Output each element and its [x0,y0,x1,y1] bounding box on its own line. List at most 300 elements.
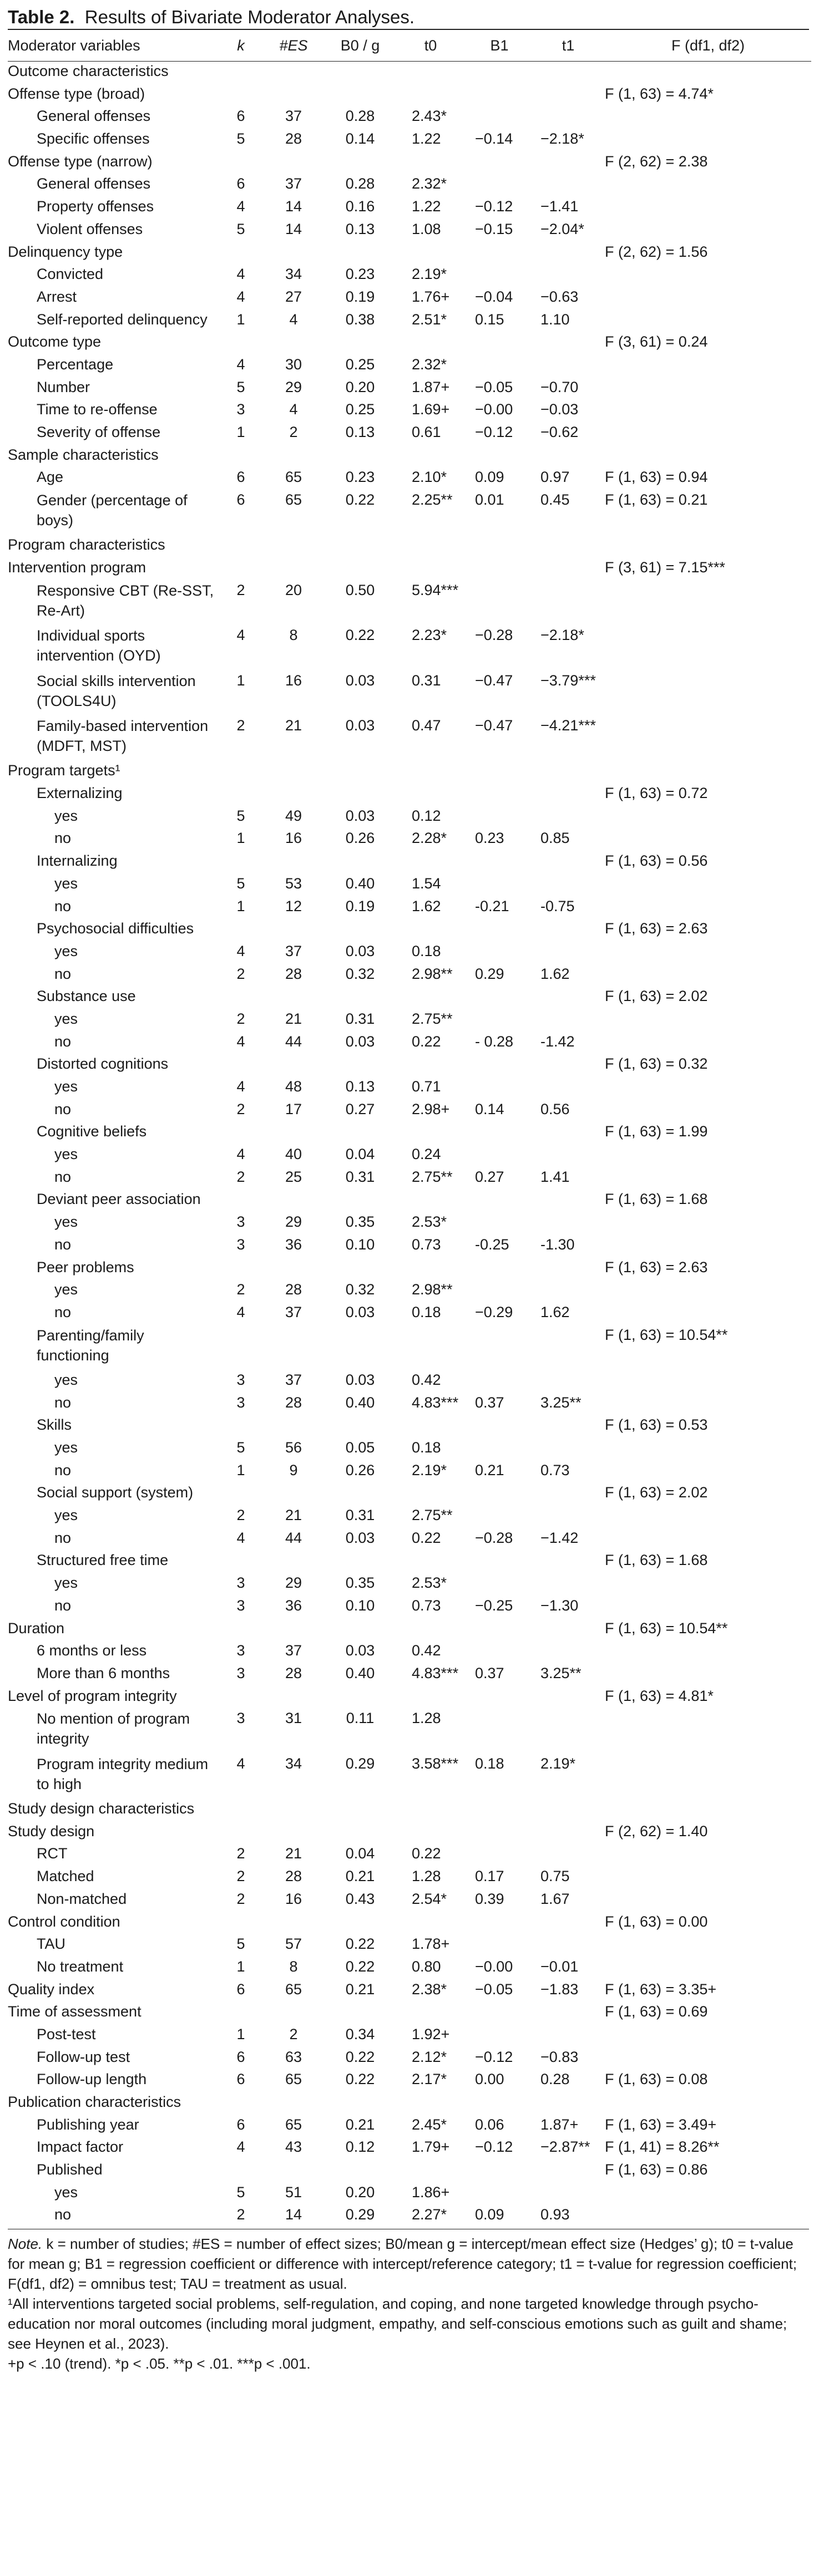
cell-t0 [396,535,465,558]
cell-k [219,1415,263,1438]
cell-f-test [603,2183,811,2206]
table-notes [8,2229,809,2374]
cell-t1: −1.42 [540,1529,579,1546]
cell-es: 21 [285,1010,302,1027]
cell-es: 49 [285,807,302,824]
cell-es [263,535,324,558]
cell-f-test: F (1, 63) = 0.53 [605,1416,708,1434]
cell-es: 14 [285,198,302,215]
cell-t1: -1.30 [540,1236,575,1253]
cell-t1 [534,265,603,287]
cell-moderator: no [54,897,72,914]
table-row [8,1483,811,1506]
cell-t1 [534,1280,603,1303]
cell-es: 28 [285,130,302,148]
cell-t1 [534,1506,603,1528]
cell-t0 [396,1822,465,1845]
table-row [8,626,811,670]
cell-b1 [465,919,534,942]
cell-b1 [465,2092,534,2115]
cell-f-test [603,1867,811,1889]
cell-f-test [603,942,811,964]
cell-t1: 3.25** [540,1664,582,1681]
cell-t1: 0.73 [540,1461,570,1478]
cell-b0: 0.35 [345,1574,375,1592]
cell-t1 [534,174,603,197]
cell-k: 2 [236,965,245,982]
cell-es [263,1912,324,1935]
cell-t0 [396,1190,465,1212]
cell-t0 [396,152,465,175]
header-k: k [219,30,263,62]
cell-b0: 0.29 [345,1755,375,1772]
cell-b1: −0.14 [475,130,513,148]
cell-moderator: Matched [37,1868,94,1885]
cell-f-test [603,535,811,558]
table-row [8,310,811,333]
cell-t1: 1.62 [540,1303,570,1320]
cell-f-test [603,1709,811,1754]
cell-t0: 0.71 [412,1078,441,1095]
cell-f-test [603,1664,811,1686]
cell-t1 [534,242,603,265]
cell-f-test [603,1528,811,1551]
cell-f-test: F (1, 63) = 2.63 [605,1258,708,1276]
cell-k [219,1483,263,1506]
cell-moderator: Outcome type [8,333,102,350]
cell-b1: −0.47 [475,717,513,734]
cell-t0: 4.83*** [412,1664,459,1681]
table-row [8,1934,811,1957]
table-row [8,1054,811,1077]
cell-b0: 0.31 [345,1168,375,1185]
header-f-test: F (df1, df2) [603,30,811,62]
cell-es: 2 [289,2025,298,2042]
cell-f-test [603,423,811,445]
cell-es [263,242,324,265]
cell-moderator: no [54,1100,72,1117]
cell-b0 [324,1122,396,1145]
cell-t1 [534,1145,603,1167]
cell-t0: 2.75** [412,1507,453,1524]
cell-b0: 0.03 [345,942,375,959]
cell-f-test [603,106,811,129]
cell-b0: 0.13 [345,424,375,440]
cell-k: 2 [236,1010,245,1027]
cell-b1: 0.23 [475,830,504,847]
cell-k [219,558,263,581]
table-row [8,1844,811,1867]
table-row [8,220,811,242]
cell-k: 1 [236,311,245,328]
cell-b0: 0.03 [345,1303,375,1320]
cell-b1 [465,1912,534,1935]
cell-b0: 0.14 [345,130,375,148]
cell-f-test [603,1370,811,1393]
cell-k: 4 [236,627,245,644]
table-row [8,2070,811,2092]
table-row [8,1980,811,2003]
cell-b1 [465,1145,534,1167]
cell-k: 5 [236,378,245,395]
table-row [8,265,811,287]
cell-moderator: Convicted [37,266,104,283]
cell-k: 5 [236,1439,245,1456]
cell-moderator: Time to re-offense [37,401,158,418]
cell-f-test [603,287,811,310]
cell-moderator: Follow-up length [37,2071,147,2088]
cell-moderator: no [54,965,72,982]
cell-t1: 0.56 [540,1100,570,1117]
cell-b0: 0.26 [345,830,375,847]
cell-f-test: F (1, 63) = 3.35+ [605,1980,717,1998]
cell-f-test: F (3, 61) = 7.15*** [605,559,725,576]
cell-b1 [465,1686,534,1709]
cell-f-test [603,2047,811,2070]
cell-b1 [465,987,534,1009]
table-row [8,152,811,175]
cell-moderator: no [54,1529,72,1546]
table-row [8,1145,811,1167]
cell-t0 [396,332,465,355]
cell-b1: −0.25 [475,1597,513,1614]
cell-k: 1 [236,1461,245,1478]
cell-moderator: Follow-up test [37,2048,130,2065]
cell-b0 [324,84,396,107]
table-row [8,1190,811,1212]
cell-k: 1 [236,672,245,689]
cell-t1 [534,942,603,964]
cell-t1 [534,106,603,129]
cell-k [219,919,263,942]
cell-es: 21 [285,717,302,734]
cell-b0: 0.16 [345,198,375,215]
cell-t0 [396,1325,465,1370]
table-row [8,2092,811,2115]
cell-moderator: Cognitive beliefs [37,1123,147,1140]
cell-k: 4 [236,1033,245,1050]
cell-moderator: Percentage [37,355,114,373]
cell-f-test: F (1, 63) = 0.00 [605,1913,708,1930]
cell-b1: −0.12 [475,2138,513,2156]
cell-b0: 0.22 [345,627,375,644]
cell-b1 [465,152,534,175]
cell-k [219,1551,263,1573]
cell-b1: −0.00 [475,401,513,418]
cell-es: 37 [285,108,302,125]
cell-t1 [534,1077,603,1100]
cell-b0: 0.22 [345,2071,375,2088]
cell-b1 [465,1122,534,1145]
cell-b1 [465,1077,534,1100]
cell-t0: 1.79+ [412,2138,450,2156]
cell-moderator: no [54,830,72,847]
cell-f-test: F (1, 63) = 0.32 [605,1055,708,1073]
table-row [8,919,811,942]
table-row [8,1641,811,1664]
cell-b0: 0.03 [345,807,375,824]
cell-moderator: yes [54,942,78,959]
table-row [8,355,811,378]
cell-t1 [534,1573,603,1596]
cell-f-test: F (2, 62) = 1.56 [605,243,708,260]
cell-t1 [534,761,603,784]
table-row [8,423,811,445]
cell-b1 [465,1619,534,1642]
cell-b1 [465,62,534,84]
cell-moderator: Impact factor [37,2138,124,2156]
cell-k: 3 [236,1394,245,1411]
cell-t1 [534,84,603,107]
cell-k [219,1912,263,1935]
cell-t0: 2.10* [412,469,447,486]
cell-t1: 1.62 [540,965,570,982]
cell-es [263,1551,324,1573]
cell-t1 [534,62,603,84]
cell-es: 37 [285,1642,302,1659]
table-row [8,1325,811,1370]
table-caption-title: Results of Bivariate Moderator Analyses. [84,7,415,27]
table-row [8,2002,811,2025]
table-row [8,2137,811,2160]
cell-moderator: Internalizing [37,852,118,870]
cell-b0 [324,1912,396,1935]
cell-es: 14 [285,2206,302,2223]
cell-b1: 0.27 [475,1168,504,1185]
cell-es: 36 [285,1236,302,1253]
cell-t0 [396,851,465,874]
cell-f-test: F (1, 63) = 0.72 [605,785,708,802]
cell-t0 [396,1912,465,1935]
cell-k: 1 [236,2025,245,2042]
cell-b1: −0.29 [475,1303,513,1320]
table-row [8,1077,811,1100]
cell-b0: 0.31 [345,1507,375,1524]
cell-b0: 0.03 [345,1371,375,1388]
cell-b0 [324,558,396,581]
cell-k [219,761,263,784]
cell-t0: 2.19* [412,266,447,283]
cell-b0 [324,332,396,355]
cell-t0: 1.62 [412,897,441,914]
cell-es: 34 [285,266,302,283]
cell-t0 [396,784,465,806]
cell-f-test: F (1, 63) = 0.69 [605,2003,708,2020]
cell-b1 [465,84,534,107]
cell-k: 4 [236,2138,245,2156]
table-row [8,490,811,535]
cell-b1 [465,1483,534,1506]
cell-t1 [534,2183,603,2206]
cell-moderator: Family-based intervention (MDFT, MST) [37,718,209,754]
cell-k: 1 [236,897,245,914]
table-caption-label: Table 2. [8,7,75,27]
cell-b0: 0.32 [345,1281,375,1298]
cell-k: 1 [236,830,245,847]
cell-k: 3 [236,1597,245,1614]
cell-moderator: No treatment [37,1958,124,1975]
cell-moderator: Post-test [37,2025,96,2042]
cell-f-test [603,265,811,287]
cell-moderator: General offenses [37,108,151,125]
cell-es: 40 [285,1146,302,1163]
cell-f-test: F (1, 63) = 3.49+ [605,2116,717,2133]
table-row [8,671,811,716]
cell-t0: 2.75** [412,1010,453,1027]
cell-moderator: Severity of offense [37,424,161,440]
cell-b0: 0.29 [345,2206,375,2223]
cell-es [263,1054,324,1077]
cell-b0: 0.12 [345,2138,375,2156]
cell-b0: 0.25 [345,355,375,373]
cell-t1: −0.01 [540,1958,579,1975]
cell-t0: 2.38* [412,1980,447,1998]
cell-moderator: Published [37,2161,103,2178]
cell-b1: 0.01 [475,491,504,509]
cell-es: 30 [285,355,302,373]
cell-es: 14 [285,220,302,237]
cell-moderator: no [54,1168,72,1185]
cell-t0: 2.23* [412,627,447,644]
cell-t1: −1.41 [540,198,579,215]
cell-t1 [534,1009,603,1032]
cell-f-test [603,1303,811,1325]
cell-es [263,1122,324,1145]
cell-b0 [324,242,396,265]
cell-t1 [534,1054,603,1077]
table-row [8,874,811,897]
cell-moderator: Externalizing [37,785,123,802]
cell-k [219,1054,263,1077]
table-row [8,1596,811,1619]
cell-b1: −0.12 [475,2048,513,2065]
cell-f-test [603,2092,811,2115]
cell-b0 [324,1483,396,1506]
cell-t1 [534,1122,603,1145]
table-row [8,2025,811,2047]
cell-f-test [603,1393,811,1416]
cell-t0: 0.22 [412,1033,441,1050]
cell-k: 3 [236,1710,245,1727]
cell-f-test: F (2, 62) = 1.40 [605,1822,708,1840]
cell-b1: 0.00 [475,2071,504,2088]
cell-b1 [465,2183,534,2206]
cell-b0: 0.22 [345,1935,375,1953]
cell-k [219,1258,263,1281]
table-row [8,287,811,310]
cell-b1: 0.17 [475,1868,504,1885]
cell-t1: 3.25** [540,1394,582,1411]
cell-t1: −2.18* [540,627,584,644]
table-row [8,1664,811,1686]
cell-b0: 0.19 [345,897,375,914]
cell-t0: 0.73 [412,1597,441,1614]
cell-t0: 0.47 [412,717,441,734]
cell-t0: 0.24 [412,1146,441,1163]
cell-t1 [534,1934,603,1957]
table-row [8,1258,811,1281]
cell-t0: 2.98+ [412,1100,450,1117]
cell-t0: 1.54 [412,875,441,892]
cell-es: 65 [285,1980,302,1998]
cell-es [263,84,324,107]
cell-moderator: Age [37,469,64,486]
cell-moderator: Level of program integrity [8,1687,177,1704]
cell-f-test: F (1, 63) = 0.56 [605,852,708,870]
cell-f-test [603,829,811,851]
cell-k: 4 [236,288,245,305]
cell-k: 4 [236,266,245,283]
cell-t1 [534,1912,603,1935]
table-row [8,581,811,626]
cell-b0: 0.40 [345,875,375,892]
cell-b1 [465,784,534,806]
cell-t1: −0.03 [540,401,579,418]
cell-k: 2 [236,1845,245,1862]
cell-es: 31 [285,1710,302,1727]
cell-f-test: F (1, 63) = 2.02 [605,1484,708,1501]
cell-moderator: TAU [37,1935,65,1953]
cell-k: 6 [236,175,245,192]
cell-b0 [324,152,396,175]
cell-b1 [465,1506,534,1528]
cell-b0: 0.03 [345,717,375,734]
cell-es: 29 [285,1213,302,1231]
cell-k: 4 [236,1303,245,1320]
cell-t1 [534,1822,603,1845]
cell-es: 37 [285,1303,302,1320]
cell-t1 [534,1799,603,1822]
cell-f-test [603,874,811,897]
cell-k: 2 [236,2206,245,2223]
cell-t0: 1.92+ [412,2025,450,2042]
cell-es [263,1483,324,1506]
table-row [8,174,811,197]
cell-t0 [396,1686,465,1709]
cell-b1 [465,332,534,355]
cell-es: 43 [285,2138,302,2156]
cell-moderator: yes [54,1213,78,1231]
cell-b1 [465,106,534,129]
cell-k: 5 [236,1935,245,1953]
cell-t1 [534,1483,603,1506]
table-row [8,242,811,265]
cell-b0: 0.21 [345,1868,375,1885]
cell-moderator: Peer problems [37,1258,134,1276]
cell-t1: 1.41 [540,1168,570,1185]
cell-f-test [603,355,811,378]
cell-b0: 0.40 [345,1394,375,1411]
cell-moderator: Program characteristics [8,536,165,553]
cell-es [263,919,324,942]
table-row [8,400,811,423]
cell-t1: 0.75 [540,1868,570,1885]
cell-b0 [324,1619,396,1642]
cell-k: 2 [236,581,245,598]
cell-k: 2 [236,717,245,734]
table-row [8,1122,811,1145]
cell-b0 [324,62,396,84]
cell-t1 [534,581,603,626]
cell-es: 9 [289,1461,298,1478]
table-row [8,1461,811,1483]
cell-k [219,1799,263,1822]
cell-es: 37 [285,175,302,192]
cell-f-test [603,1032,811,1055]
cell-t1 [534,1258,603,1281]
cell-f-test [603,445,811,468]
cell-moderator: yes [54,1507,78,1524]
